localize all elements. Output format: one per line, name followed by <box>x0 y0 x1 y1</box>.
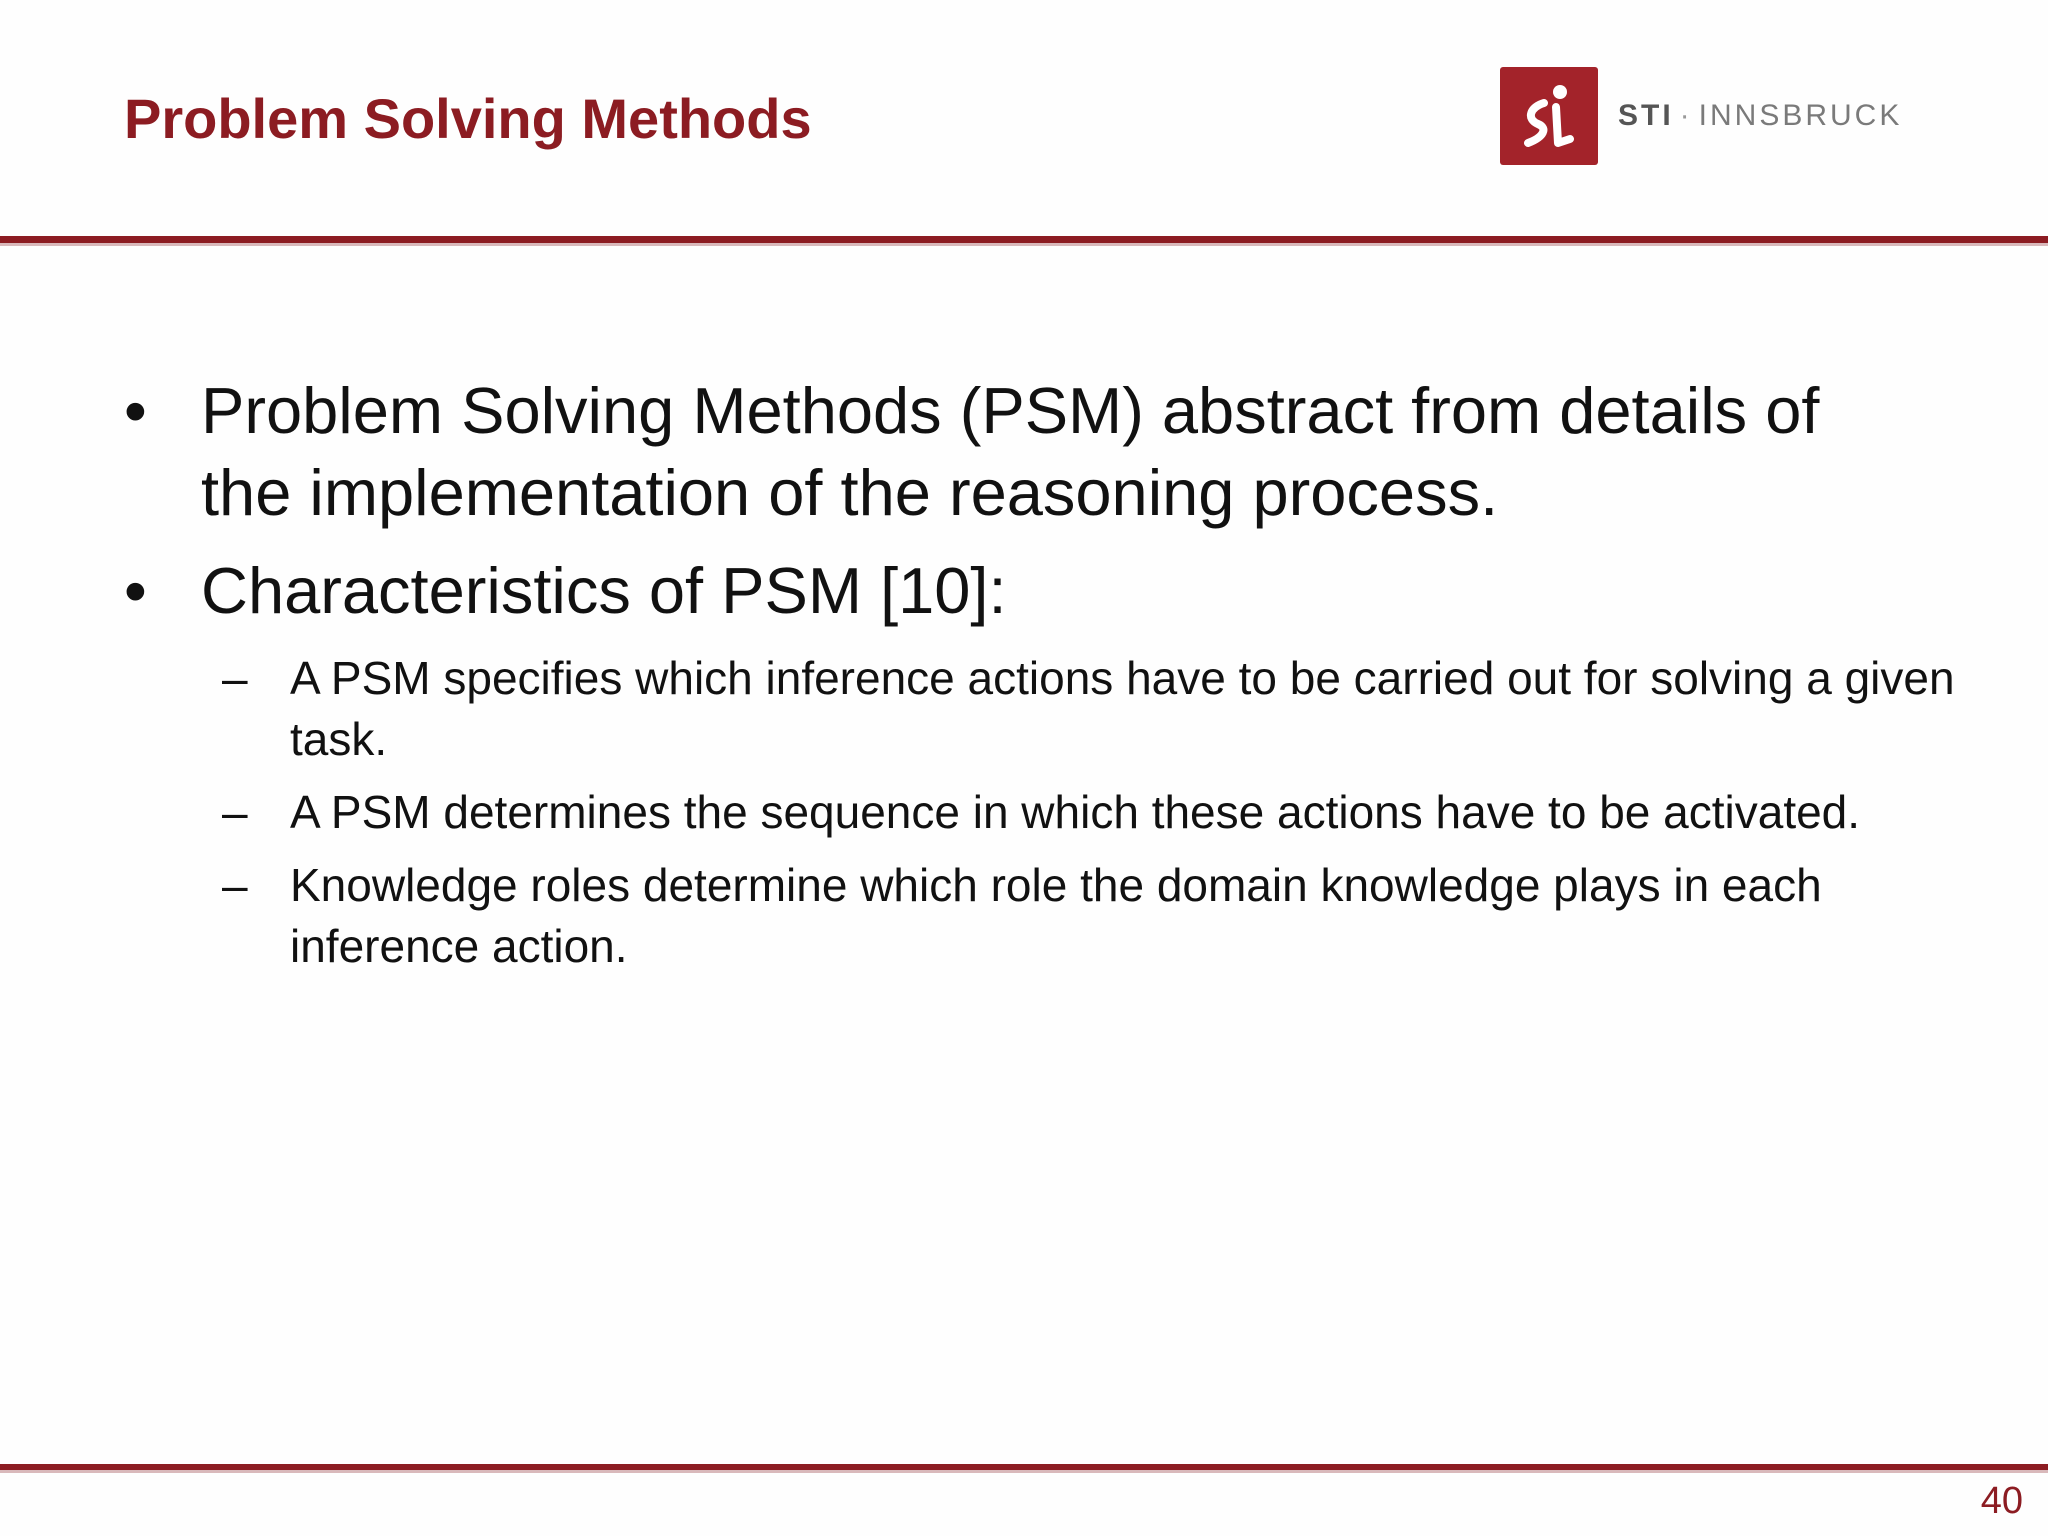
page-number: 40 <box>1980 1480 2023 1522</box>
bullet-item <box>124 370 1924 534</box>
footer-divider-shadow <box>0 1470 2048 1473</box>
subbullet-item <box>124 782 1990 843</box>
subbullet-text: A PSM specifies which inference actions have to be carried out for solving a given task. <box>290 652 1955 765</box>
header-divider <box>0 236 2048 243</box>
logo-city: INNSBRUCK <box>1698 99 1903 132</box>
subbullet-list <box>124 648 1955 977</box>
bullet-marker: • <box>124 554 147 627</box>
logo-wordmark <box>1618 99 1902 133</box>
logo-brand: STI <box>1618 99 1674 132</box>
subbullet-marker: – <box>222 652 248 704</box>
subbullet-marker: – <box>222 859 248 911</box>
slide-title: Problem Solving Methods <box>124 87 812 150</box>
bullet-item <box>124 550 1924 632</box>
bullet-text: Characteristics of PSM [10]: <box>201 554 1007 627</box>
header-divider-shadow <box>0 243 2048 246</box>
slide-content <box>124 370 1955 989</box>
bullet-text: Problem Solving Methods (PSM) abstract from details of the implementation of the reasoning process. <box>201 374 1820 529</box>
sti-logo-icon <box>1500 67 1598 165</box>
sti-innsbruck-logo <box>1500 67 1902 165</box>
bullet-marker: • <box>124 374 147 447</box>
logo-separator: · <box>1679 99 1693 132</box>
subbullet-marker: – <box>222 786 248 838</box>
subbullet-text: Knowledge roles determine which role the domain knowledge plays in each inference action. <box>290 859 1822 972</box>
subbullet-text: A PSM determines the sequence in which these actions have to be activated. <box>290 786 1861 838</box>
subbullet-item <box>124 855 1990 977</box>
subbullet-item <box>124 648 1990 770</box>
